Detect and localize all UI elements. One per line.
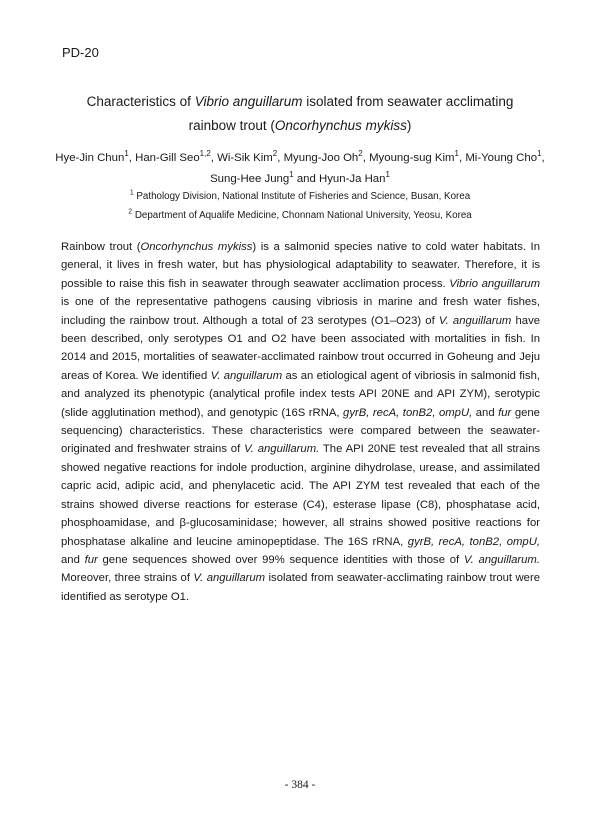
author: Hye-Jin Chun$^1$, bbox=[55, 149, 136, 164]
affiliation-list bbox=[50, 187, 550, 225]
author: Myung-Joo Oh$^2$, bbox=[283, 149, 370, 164]
author: Sung-Hee Jung$^1$ and bbox=[210, 170, 319, 185]
page-number: - 384 - bbox=[284, 779, 316, 791]
author: Mi-Young Cho$^1$, bbox=[465, 149, 545, 164]
author: Hyun-Ja Han$^1$ bbox=[319, 170, 390, 185]
author-list bbox=[50, 148, 550, 190]
affiliation: $^1$ Pathology Division, National Institute of Fisheries and Science, Busan, Korea bbox=[129, 189, 471, 202]
author: Wi-Sik Kim$^2$, bbox=[217, 149, 284, 164]
author: Myoung-sug Kim$^1$, bbox=[369, 149, 466, 164]
author: Han-Gill Seo$^{1,2}$, bbox=[135, 149, 218, 164]
affiliation: $^2$ Department of Aqualife Medicine, Chonnam National University, Yeosu, Korea bbox=[128, 208, 472, 221]
abstract-paragraph: Rainbow trout (Oncorhynchus mykiss) is a salmonid species native to cold water habitats. In general, it lives in fresh water, but has physiological adaptability to seawater. Therefore, it is possible to raise this fish in seawater through seawater acclimation process. Vibrio anguillarum is one of the representative pathogens causing vibriosis in marine and fresh water fishes, including the rainbow trout. Although a total of 23 serotypes (O1–O23) of V. anguillarum have been described, only serotypes O1 and O2 have been associated with mortalities in fish. In 2014 and 2015, mortalities of seawater-acclimated rainbow trout occurred in Goheung and Jeju areas of Korea. We identified V. anguillarum as an etiological agent of vibriosis in salmonid fish, and analyzed its phenotypic (analytical profile index tests API 20NE and API ZYM), serotypic (slide agglutination method), and genotypic (16S rRNA, gyrB, recA, tonB2, ompU, and fur gene sequencing) characteristics. These characteristics were compared between the seawater-originated and freshwater strains of V. anguillarum. The API 20NE test revealed that all strains showed negative reactions for indole production, arginine dihydrolase, urease, and assimilated capric acid, adipic acid, and phenylacetic acid. The API ZYM test revealed that each of the strains showed diverse reactions for esterase (C4), esterase lipase (C8), phosphatase acid, phosphoamidase, and β-glucosaminidase; however, all strains showed positive reactions for phosphatase alkaline and leucine aminopeptidase. The 16S rRNA, gyrB, recA, tonB2, ompU, and fur gene sequences showed over 99% sequence identities with those of V. anguillarum. Moreover, three strains of V. anguillarum isolated from seawater-acclimating rainbow trout were identified as serotype O1. bbox=[61, 241, 541, 603]
abstract-body bbox=[61, 238, 540, 606]
paper-title: Characteristics of Vibrio anguillarum isolated from seawater acclimating rainbow trout (Oncorhynchus mykiss) bbox=[86, 94, 514, 133]
poster-code: PD-20 bbox=[62, 45, 99, 60]
